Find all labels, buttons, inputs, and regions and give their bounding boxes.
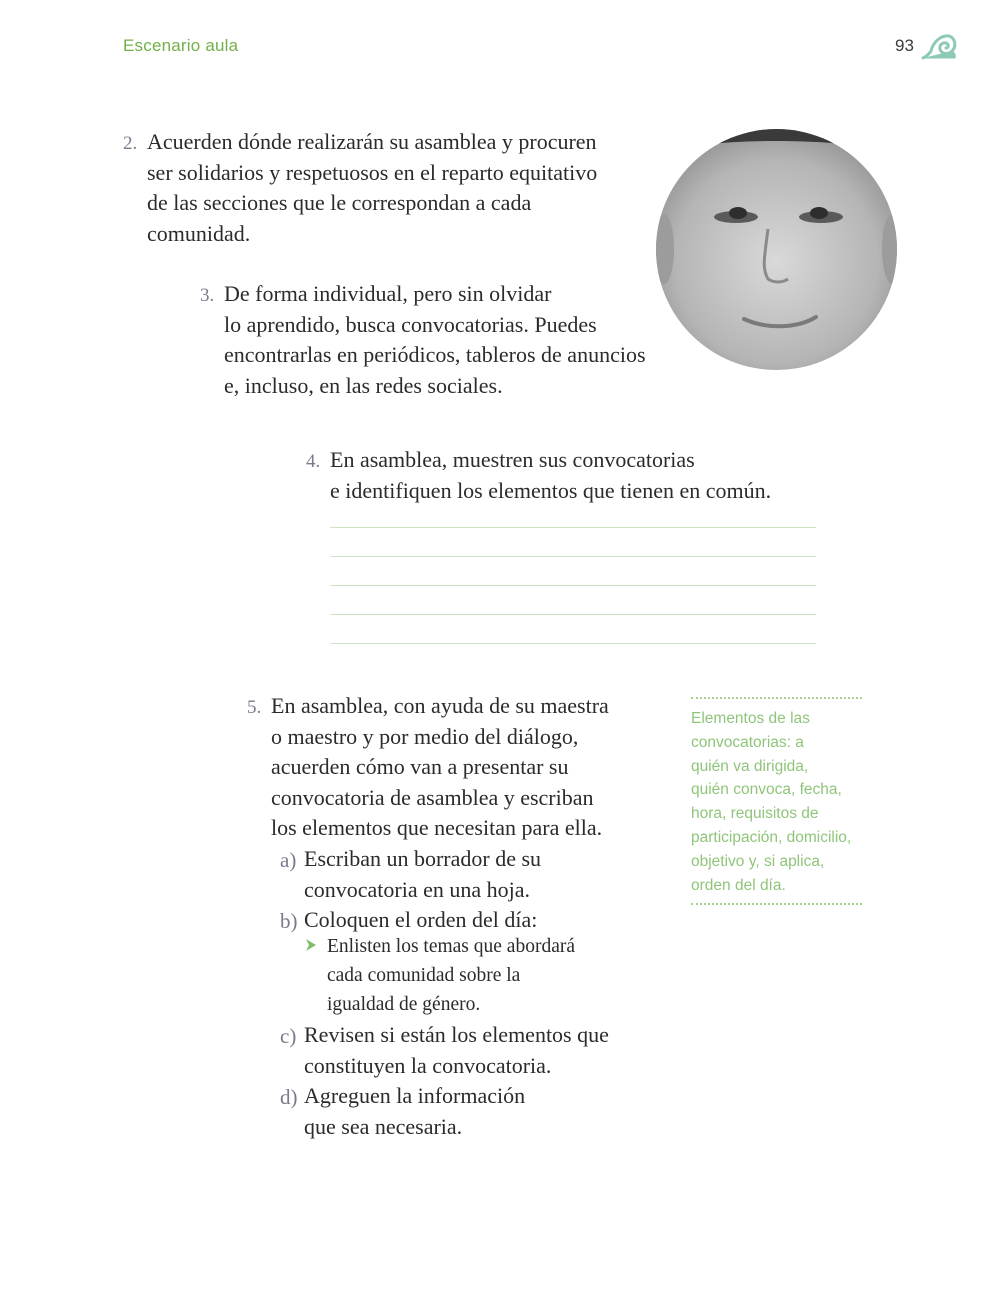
text-line: o maestro y por medio del diálogo, [271, 723, 579, 749]
subitem-b-letter: b) [280, 909, 298, 933]
subitem-c-text [304, 1020, 609, 1081]
text-line: igualdad de género. [327, 994, 481, 1015]
text-line: Coloquen el orden del día: [304, 907, 538, 932]
text-line: los elementos que necesitan para ella. [271, 815, 603, 840]
text-line: comunidad. [147, 220, 251, 246]
text-line: ser solidarios y respetuosos en el reparto equitativo [147, 159, 598, 185]
page-number: 93 [895, 36, 914, 55]
text-line: De forma individual, pero sin olvidar [224, 281, 552, 306]
item-2-text [147, 127, 597, 249]
item-3-number: 3. [200, 285, 215, 306]
text-line: Acuerden dónde realizarán su asamblea y procuren [147, 129, 597, 154]
text-line: constituyen la convocatoria. [304, 1052, 552, 1078]
text-line: acuerden cómo van a presentar su [271, 754, 569, 779]
text-line: En asamblea, muestren sus convocatorias [330, 447, 695, 472]
text-line: En asamblea, con ayuda de su maestra [271, 693, 609, 718]
sidenote-box [691, 697, 862, 905]
text-line: participación, domicilio, [691, 828, 852, 846]
text-line: convocatoria en una hoja. [304, 876, 531, 902]
subitem-a-text [304, 844, 541, 905]
answer-line[interactable] [330, 643, 816, 644]
text-line: de las secciones que le correspondan a cada [147, 190, 532, 215]
text-line: Enlisten los temas que abordará [327, 936, 576, 957]
answer-line[interactable] [330, 614, 816, 615]
text-line: convocatoria de asamblea y escriban [271, 784, 594, 810]
arrow-bullet-icon [306, 939, 316, 951]
text-line: orden del día. [691, 876, 786, 894]
text-line: quién va dirigida, [691, 757, 809, 775]
text-line: Escriban un borrador de su [304, 846, 542, 871]
text-line: hora, requisitos de [691, 805, 819, 823]
item-4-number: 4. [306, 451, 321, 472]
subitem-c-letter: c) [280, 1024, 297, 1048]
subitem-d-text [304, 1081, 525, 1142]
text-line: lo aprendido, busca convocatorias. Puedes [224, 311, 597, 337]
text-line: e, incluso, en las redes sociales. [224, 372, 503, 398]
text-line: quién convoca, fecha, [691, 781, 842, 799]
text-line: cada comunidad sobre la [327, 965, 521, 986]
item-2-number: 2. [123, 133, 138, 154]
subitem-d-letter: d) [280, 1085, 298, 1109]
answer-line[interactable] [330, 585, 816, 586]
subitem-a-letter: a) [280, 848, 297, 872]
text-line: encontrarlas en periódicos, tableros de anuncios [224, 342, 646, 367]
text-line: objetivo y, si aplica, [691, 852, 825, 870]
answer-line[interactable] [330, 527, 816, 528]
snail-spiral-icon [921, 30, 957, 62]
child-portrait-photo [656, 129, 897, 370]
section-title: Escenario aula [123, 36, 239, 55]
item-5-text [271, 691, 609, 844]
answer-line[interactable] [330, 556, 816, 557]
item-4-text [330, 445, 771, 506]
subitem-b-text [304, 905, 537, 936]
answer-lines[interactable] [330, 527, 816, 672]
item-5-number: 5. [247, 697, 262, 718]
text-line: Agreguen la información [304, 1083, 526, 1108]
text-line: Revisen si están los elementos que [304, 1022, 609, 1047]
text-line: que sea necesaria. [304, 1113, 463, 1139]
item-3-text [224, 279, 646, 401]
text-line: e identifiquen los elementos que tienen en común. [330, 477, 772, 503]
bullet-text [327, 932, 575, 1019]
text-line: Elementos de las [691, 710, 810, 727]
sidenote-text [691, 707, 862, 897]
text-line: convocatorias: a [691, 733, 804, 751]
